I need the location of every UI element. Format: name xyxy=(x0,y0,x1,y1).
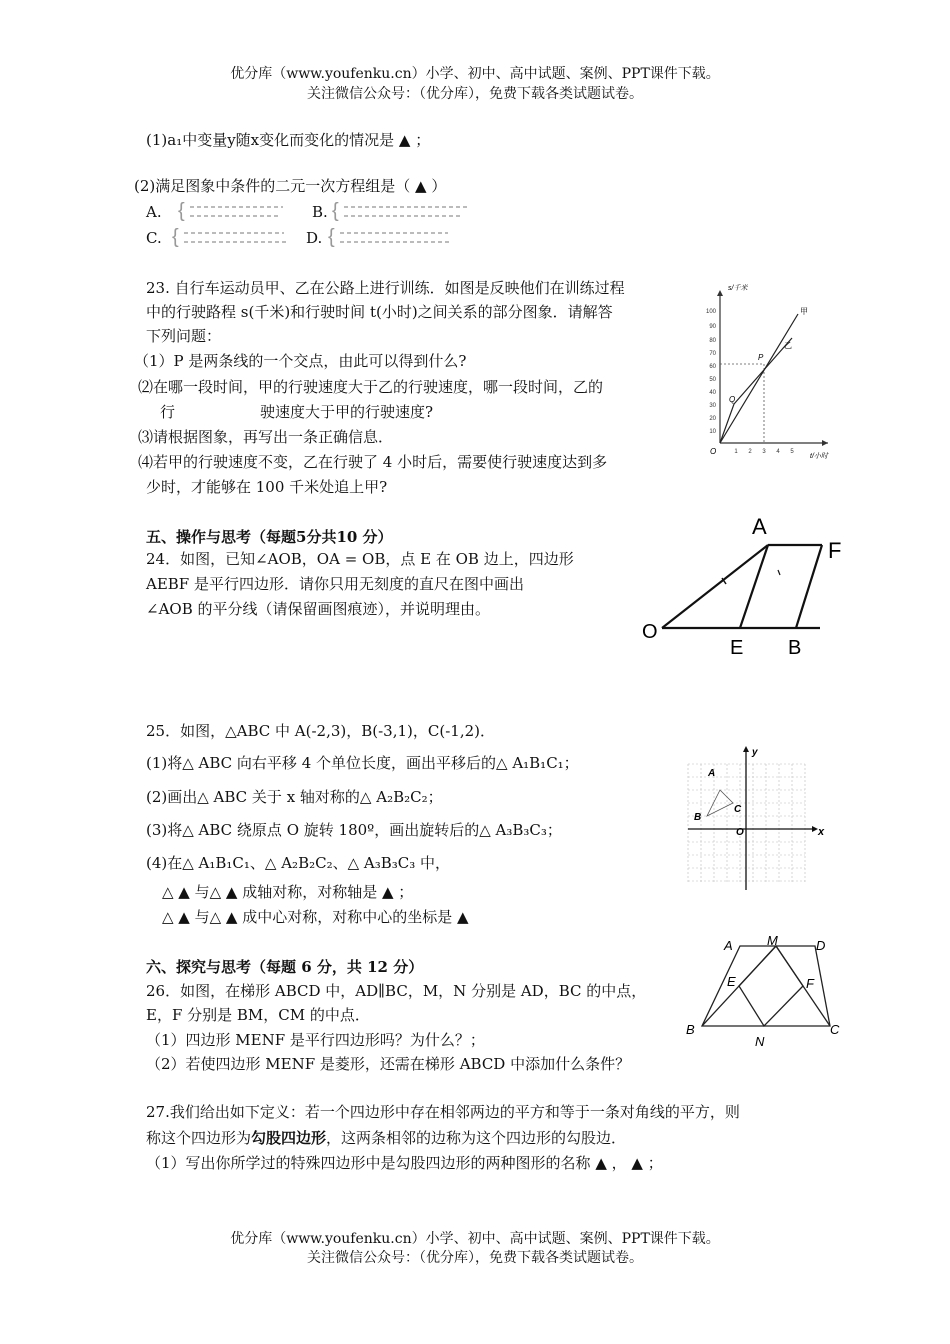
q26-line-2: E，F 分别是 BM，CM 的中点． xyxy=(146,1006,370,1024)
q25-line-3: (2)画出△ ABC 关于 x 轴对称的△ A₂B₂C₂； xyxy=(146,788,443,806)
point-p-label: P xyxy=(758,353,764,362)
q22-option-a: A. xyxy=(146,203,162,221)
y-axis-label: y xyxy=(752,747,758,758)
y-tick: 80 xyxy=(709,338,716,344)
svg-text:{: { xyxy=(178,200,185,222)
label-b: B xyxy=(694,812,702,823)
label-a: A xyxy=(708,768,716,779)
q27-line-2 xyxy=(146,1128,626,1148)
label-e: E xyxy=(730,637,744,659)
q23-line-7: ⑶请根据图象，再写出一条正确信息． xyxy=(138,428,394,446)
q22-option-c: C. xyxy=(146,229,162,247)
quadrilateral-menf xyxy=(739,946,803,1026)
q24-line-1: 24．如图，已知∠AOB，OA = OB，点 E 在 OB 边上，四边形 xyxy=(146,550,574,568)
footer-line-2: 关注微信公众号：（优分库），免费下载各类试题试卷。 xyxy=(307,1250,643,1266)
label-b: B xyxy=(686,1022,695,1037)
y-tick: 70 xyxy=(709,351,716,357)
label-a: A xyxy=(752,514,767,539)
q22-option-a-system xyxy=(178,200,288,222)
q23-line-1: 23. 自行车运动员甲、乙在公路上进行训练．如图是反映他们在训练过程 xyxy=(146,279,625,297)
q23-line-2: 中的行驶路程 s(千米)和行驶时间 t(小时)之间关系的部分图象．请解答 xyxy=(146,303,613,321)
q26-line-1: 26．如图，在梯形 ABCD 中，AD∥BC，M，N 分别是 AD，BC 的中点， xyxy=(146,982,647,1000)
line-yi xyxy=(720,338,792,443)
q25-line-1: 25．如图，△ABC 中 A(-2,3)，B(-3,1)，C(-1,2)． xyxy=(146,722,495,740)
footer-line-1: 优分库（www.youfenku.cn）小学、初中、高中试题、案例、PPT课件下载。 xyxy=(230,1231,720,1247)
x-tick: 2 xyxy=(748,449,752,455)
q24-figure xyxy=(636,510,856,660)
q27-line-3: （1）写出你所学过的特殊四边形中是勾股四边形的两种图形的名称 ▲ ， ▲ ； xyxy=(146,1154,663,1172)
q22-part2: (2)满足图象中条件的二元一次方程组是（ ▲ ） xyxy=(134,177,447,195)
segment-fb xyxy=(796,545,822,628)
x-tick: 5 xyxy=(790,449,794,455)
q23-line-3: 下列问题： xyxy=(146,327,222,345)
label-c: C xyxy=(830,1022,840,1037)
q26-line-4: （2）若使四边形 MENF 是菱形，还需在梯形 ABCD 中添加什么条件？ xyxy=(146,1055,631,1073)
q23-line-6a: 行 xyxy=(160,403,176,421)
line-jia xyxy=(720,314,798,443)
q25-line-6: △ ▲ 与△ ▲ 成轴对称，对称轴是 ▲ ； xyxy=(162,883,414,901)
q27-line-2a: 称这个四边形为 xyxy=(146,1129,252,1147)
term-gougu-quadrilateral: 勾股四边形 xyxy=(251,1129,327,1147)
q27-line-2c: ，这两条相邻的边称为这个四边形的勾股边． xyxy=(326,1129,627,1147)
svg-text:{: { xyxy=(332,200,339,222)
q22-option-d-system xyxy=(328,226,458,248)
section-5-heading: 五、操作与思考（每题5分共10 分） xyxy=(146,528,393,546)
q25-line-2: (1)将△ ABC 向右平移 4 个单位长度，画出平移后的△ A₁B₁C₁； xyxy=(146,754,579,772)
y-tick: 90 xyxy=(709,324,716,330)
q22-option-c-system xyxy=(172,226,292,248)
x-tick: 1 xyxy=(734,449,738,455)
q27-line-1: 27.我们给出如下定义：若一个四边形中存在相邻两边的平方和等于一条对角线的平方，则 xyxy=(146,1103,740,1121)
q22-option-d: D. xyxy=(306,229,323,247)
x-axis-label: t/小时 xyxy=(810,453,828,460)
label-d: D xyxy=(816,938,826,953)
segment-oa xyxy=(662,545,768,628)
q25-line-7: △ ▲ 与△ ▲ 成中心对称，对称中心的坐标是 ▲ xyxy=(162,908,469,926)
y-tick: 40 xyxy=(709,390,716,396)
label-o: O xyxy=(642,621,658,643)
q25-grid xyxy=(684,742,834,892)
y-tick: 100 xyxy=(705,309,716,315)
line-jia-label: 甲 xyxy=(800,307,808,316)
y-tick: 20 xyxy=(709,416,716,422)
q26-line-3: （1）四边形 MENF 是平行四边形吗？为什么？； xyxy=(146,1031,485,1049)
label-f: F xyxy=(806,976,814,991)
svg-text:{: { xyxy=(328,226,335,248)
label-m: M xyxy=(767,933,778,948)
q22-part1: (1)a₁中变量y随x变化而变化的情况是 ▲ ； xyxy=(146,131,431,149)
q23-line-5: ⑵在哪一段时间，甲的行驶速度大于乙的行驶速度，哪一段时间，乙的 xyxy=(138,378,604,396)
origin-label: O xyxy=(710,447,717,456)
line-yi-label: 乙 xyxy=(784,341,792,350)
q26-figure xyxy=(682,932,847,1050)
q25-line-5: (4)在△ A₁B₁C₁、△ A₂B₂C₂、△ A₃B₃C₃ 中， xyxy=(146,854,451,872)
q22-option-b: B. xyxy=(312,203,328,221)
q23-line-6b: 驶速度大于甲的行驶速度? xyxy=(260,403,434,421)
svg-text:{: { xyxy=(172,226,179,248)
header-line-1: 优分库（www.youfenku.cn）小学、初中、高中试题、案例、PPT课件下载。 xyxy=(230,66,720,82)
q22-option-b-system xyxy=(332,200,472,222)
q24-line-3: ∠AOB 的平分线（请保留画图痕迹），并说明理由。 xyxy=(146,600,490,618)
y-tick: 60 xyxy=(709,364,716,370)
label-f: F xyxy=(828,538,842,563)
q23-line-4: （1）P 是两条线的一个交点，由此可以得到什么? xyxy=(134,352,467,370)
q25-line-4: (3)将△ ABC 绕原点 O 旋转 180º，画出旋转后的△ A₃B₃C₃； xyxy=(146,821,562,839)
q23-graph xyxy=(700,278,840,468)
point-q-label: Q xyxy=(729,395,736,404)
segment-ae xyxy=(740,545,768,628)
x-tick: 4 xyxy=(776,449,780,455)
label-a: A xyxy=(724,938,733,953)
q24-line-2: AEBF 是平行四边形．请你只用无刻度的直尺在图中画出 xyxy=(146,575,524,593)
label-e: E xyxy=(727,974,736,989)
y-axis-label: s/千米 xyxy=(728,285,748,292)
label-c: C xyxy=(734,804,742,815)
label-b: B xyxy=(788,637,802,659)
y-tick: 30 xyxy=(709,403,716,409)
x-axis-label: x xyxy=(818,826,825,838)
section-6-heading: 六、探究与思考（每题 6 分，共 12 分） xyxy=(146,958,424,976)
header-line-2: 关注微信公众号：（优分库），免费下载各类试题试卷。 xyxy=(307,86,643,102)
y-tick: 10 xyxy=(709,429,716,435)
q23-line-8: ⑷若甲的行驶速度不变，乙在行驶了 4 小时后，需要使行驶速度达到多 xyxy=(138,453,608,471)
q23-line-9: 少时，才能够在 100 千米处追上甲? xyxy=(146,478,388,496)
y-tick: 50 xyxy=(709,377,716,383)
label-o: O xyxy=(736,827,744,838)
label-n: N xyxy=(755,1034,765,1049)
x-tick: 3 xyxy=(762,449,766,455)
